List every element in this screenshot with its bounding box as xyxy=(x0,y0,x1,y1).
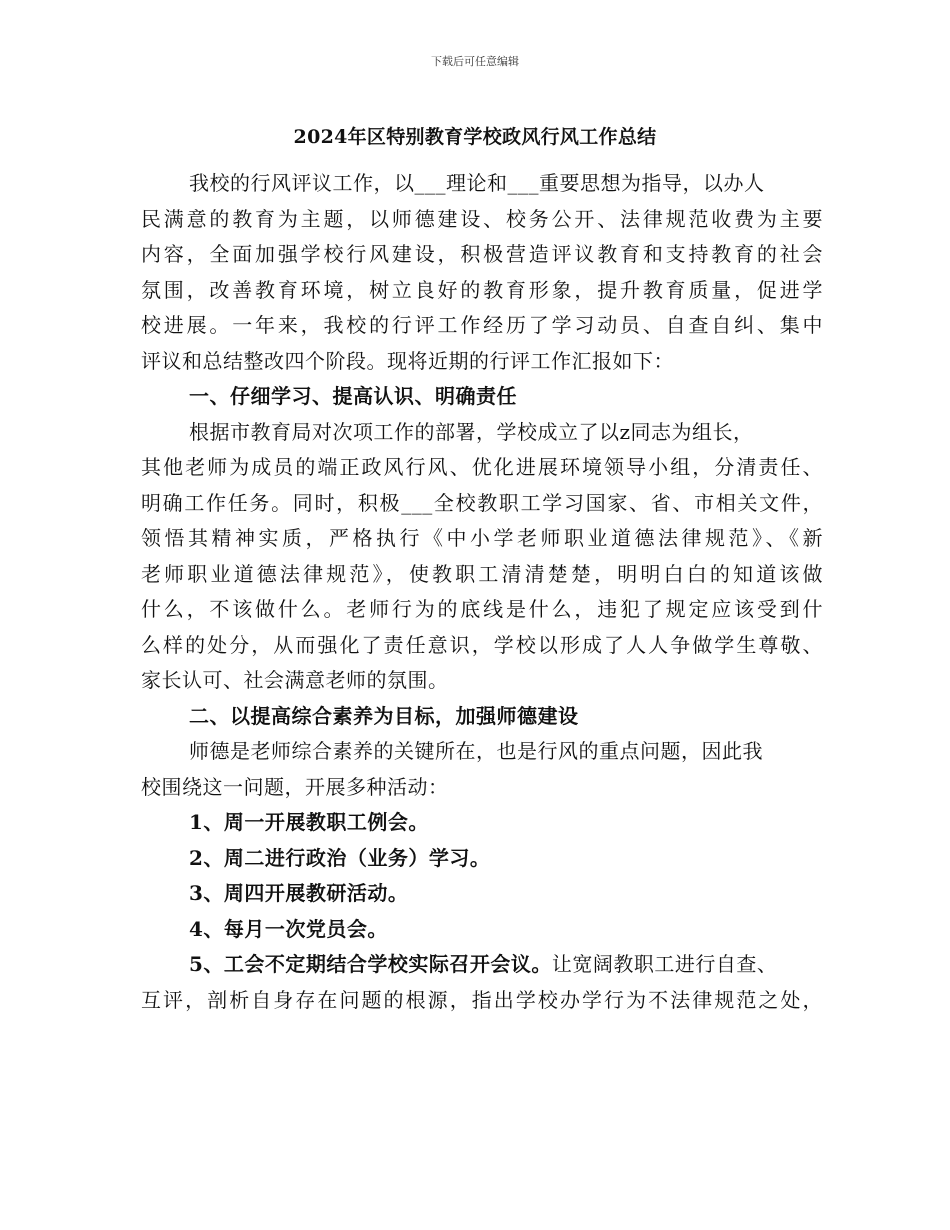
paragraph-line: 校进展。一年来，我校的行评工作经历了学习动员、自查自纠、集中 xyxy=(141,313,823,337)
paragraph-line: 师德是老师综合素养的关键所在，也是行风的重点问题，因此我 xyxy=(189,739,763,763)
paragraph-line: 内容，全面加强学校行风建设，积极营造评议教育和支持教育的社会 xyxy=(141,242,823,266)
paragraph-line: 校围绕这一问题，开展多种活动： xyxy=(141,774,449,799)
list-item-label: 5、工会不定期结合学校实际召开会议。 xyxy=(189,952,552,976)
document-title: 2024年区特别教育学校政风行风工作总结 xyxy=(293,126,657,148)
paragraph-line: 根据市教育局对次项工作的部署，学校成立了以z同志为组长， xyxy=(189,419,754,444)
paragraph-line: 领悟其精神实质，严格执行《中小学老师职业道德法律规范》、《新 xyxy=(141,526,823,550)
paragraph-line: 民满意的教育为主题，以师德建设、校务公开、法律规范收费为主要 xyxy=(141,206,823,231)
list-item: 4、每月一次党员会。 xyxy=(189,916,388,941)
paragraph-line: 明确工作任务。同时，积极___全校教职工学习国家、省、市相关文件， xyxy=(141,490,823,515)
paragraph-line: 其他老师为成员的端正政风行风、优化进展环境领导小组，分清责任、 xyxy=(141,455,823,479)
section-heading: 二、以提高综合素养为目标，加强师德建设 xyxy=(189,703,579,728)
paragraph-line: 氛围，改善教育环境，树立良好的教育形象，提升教育质量，促进学 xyxy=(141,277,823,302)
paragraph-line: 什么，不该做什么。老师行为的底线是什么，违犯了规定应该受到什 xyxy=(141,597,823,621)
list-item: 1、周一开展教职工例会。 xyxy=(189,810,429,834)
section-heading: 一、仔细学习、提高认识、明确责任 xyxy=(189,384,517,408)
list-item: 2、周二进行政治（业务）学习。 xyxy=(189,845,491,870)
list-item-text: 让宽阔教职工进行自查、 xyxy=(551,952,778,976)
paragraph-line: 老师职业道德法律规范》，使教职工清清楚楚，明明白白的知道该做 xyxy=(141,561,823,586)
list-item xyxy=(141,947,823,983)
paragraph-line: 我校的行风评议工作，以___理论和___重要思想为指导，以办人 xyxy=(189,171,765,195)
header-note: 下载后可任意编辑 xyxy=(431,55,519,68)
paragraph-line: 互评，剖析自身存在问题的根源，指出学校办学行为不法律规范之处， xyxy=(141,987,823,1012)
paragraph-line: 家长认可、社会满意老师的氛围。 xyxy=(141,668,449,692)
list-item: 3、周四开展教研活动。 xyxy=(189,881,409,905)
paragraph-line: 评议和总结整改四个阶段。现将近期的行评工作汇报如下： xyxy=(141,348,674,373)
paragraph-line: 么样的处分，从而强化了责任意识，学校以形成了人人争做学生尊敬、 xyxy=(141,632,823,657)
document-body xyxy=(141,166,823,1018)
